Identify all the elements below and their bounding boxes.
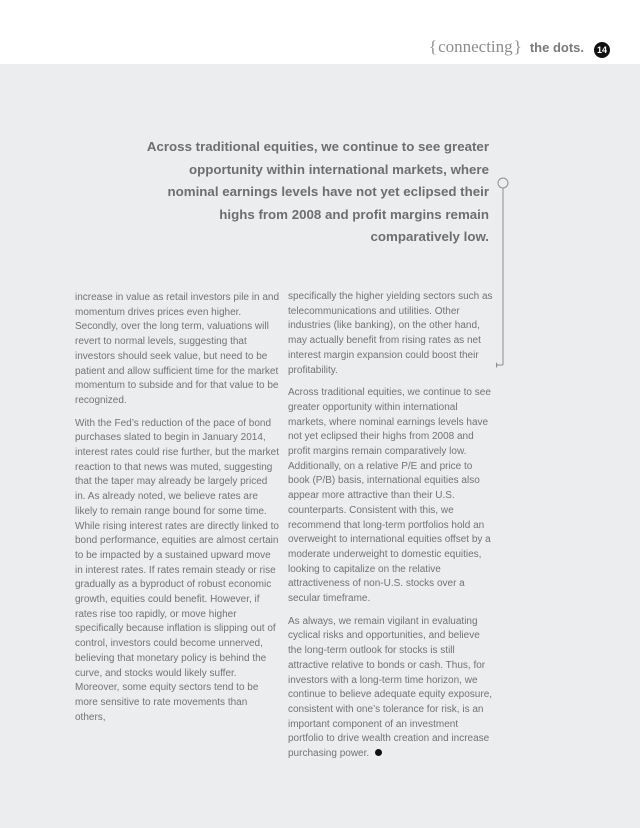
connector-filled-dot-icon: [496, 362, 498, 369]
right-paragraph-1: specifically the higher yielding sectors such as telecommunications and utilities. Other industries (like banking), on the other hand, may actually benefit from rising rates as net interest margin expansion could boost their profitability.: [288, 291, 493, 376]
left-paragraph-2: With the Fed’s reduction of the pace of bond purchases slated to begin in January 2014, interest rates could rise further, but the market reaction to that news was muted, suggesting that the taper may already be largely priced in. As already noted, we believe rates are likely to remain range bound for some time. While rising interest rates are directly linked to bond performance, equities are almost certain to be impacted by a sustained upward move in interest rates. If rates remain steady or rise gradually as a byproduct of robust economic growth, equities could benefit. However, if rates rise too rapidly, or move higher specifically because inflation is slipping out of control, investors could become unnerved, believing that monetary policy is behind the curve, and stocks would likely suffer. Moreover, some equity sectors tend to be more sensitive to rate movements than others,: [75, 417, 279, 723]
left-text-column: [75, 291, 280, 733]
page-number-badge: 14: [594, 42, 610, 58]
right-paragraph-3: [288, 615, 493, 762]
brand-tagline: the dots.: [529, 40, 584, 55]
left-paragraph-1: increase in value as retail investors pile in and momentum drives prices even higher. Secondly, over the long term, valuations will revert to normal levels, suggesting that investors should seek value, but need to be patient and allow sufficient time for the market momentum to subside and for that value to be recognized.: [75, 292, 279, 406]
end-of-article-dot-icon: [375, 749, 382, 756]
right-paragraph-2: Across traditional equities, we continue to see greater opportunity within international markets, where nominal earnings levels have not yet eclipsed their highs from 2008 and profit margins remain comparatively low. Additionally, on a relative P/E and price to book (P/B) basis, international equities also appear more attractive than their U.S. counterparts. Consistent with this, we recommend that long-term portfolios hold an overweight to international equities offset by a moderate underweight to domestic equities, looking to capitalize on the relative attractiveness of non-U.S. stocks over a secular timeframe.: [288, 387, 491, 605]
right-paragraph-3-text: As always, we remain vigilant in evaluating cyclical risks and opportunities, and believe the long-term outlook for stocks is still attractive relative to bonds or cash. Thus, for investors with a long-term time horizon, we continue to believe adequate equity exposure, consistent with one’s tolerance for risk, is an important component of an investment portfolio to drive wealth creation and increase purchasing power.: [288, 615, 493, 760]
connector-open-circle-icon: [498, 178, 508, 188]
pull-quote: Across traditional equities, we continue to see greater opportunity within international markets, where nominal earnings levels have not yet eclipsed their highs from 2008 and profit margins remain comparatively low.: [146, 139, 489, 244]
brace-close: }: [513, 37, 522, 56]
brand-logo: [429, 37, 584, 57]
brand-word: connecting: [438, 37, 513, 56]
brace-open: {: [428, 37, 438, 56]
pull-quote-connector: [496, 176, 516, 376]
right-text-column: [288, 290, 493, 770]
page-header: [0, 0, 640, 64]
